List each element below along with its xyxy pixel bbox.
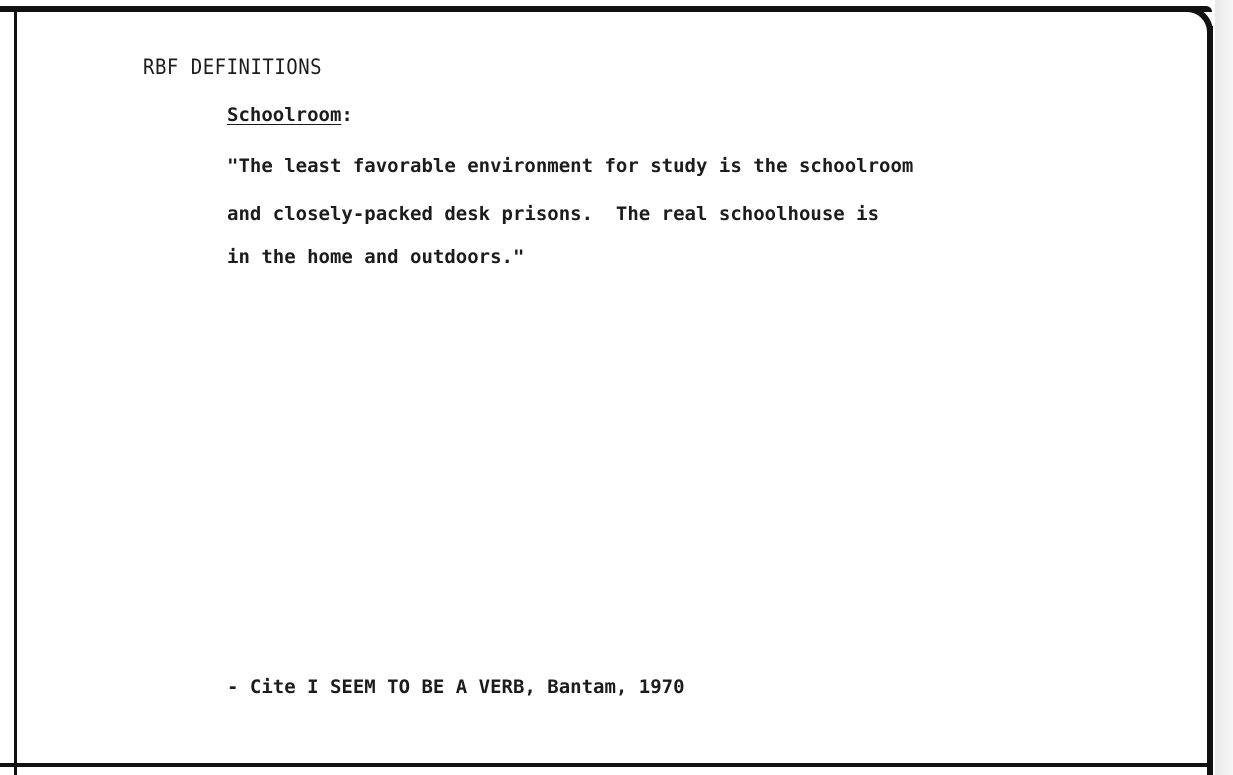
card-heading: RBF DEFINITIONS xyxy=(143,55,323,80)
term-colon: : xyxy=(341,104,353,126)
quote-line-2: and closely-packed desk prisons. The real schoolhouse is xyxy=(227,203,880,225)
card-left-border xyxy=(14,8,17,775)
citation: - Cite I SEEM TO BE A VERB, Bantam, 1970 xyxy=(227,676,685,698)
term-word: Schoolroom xyxy=(227,104,342,126)
quote-line-3: in the home and outdoors." xyxy=(227,246,525,268)
card-top-border xyxy=(0,6,1212,12)
definition-term xyxy=(227,104,353,126)
card-bottom-border xyxy=(0,763,1210,767)
quote-line-1: "The least favorable environment for study is the schoolroom xyxy=(227,155,914,177)
card-right-border xyxy=(1207,26,1213,775)
scan-edge-shadow xyxy=(1215,0,1233,775)
